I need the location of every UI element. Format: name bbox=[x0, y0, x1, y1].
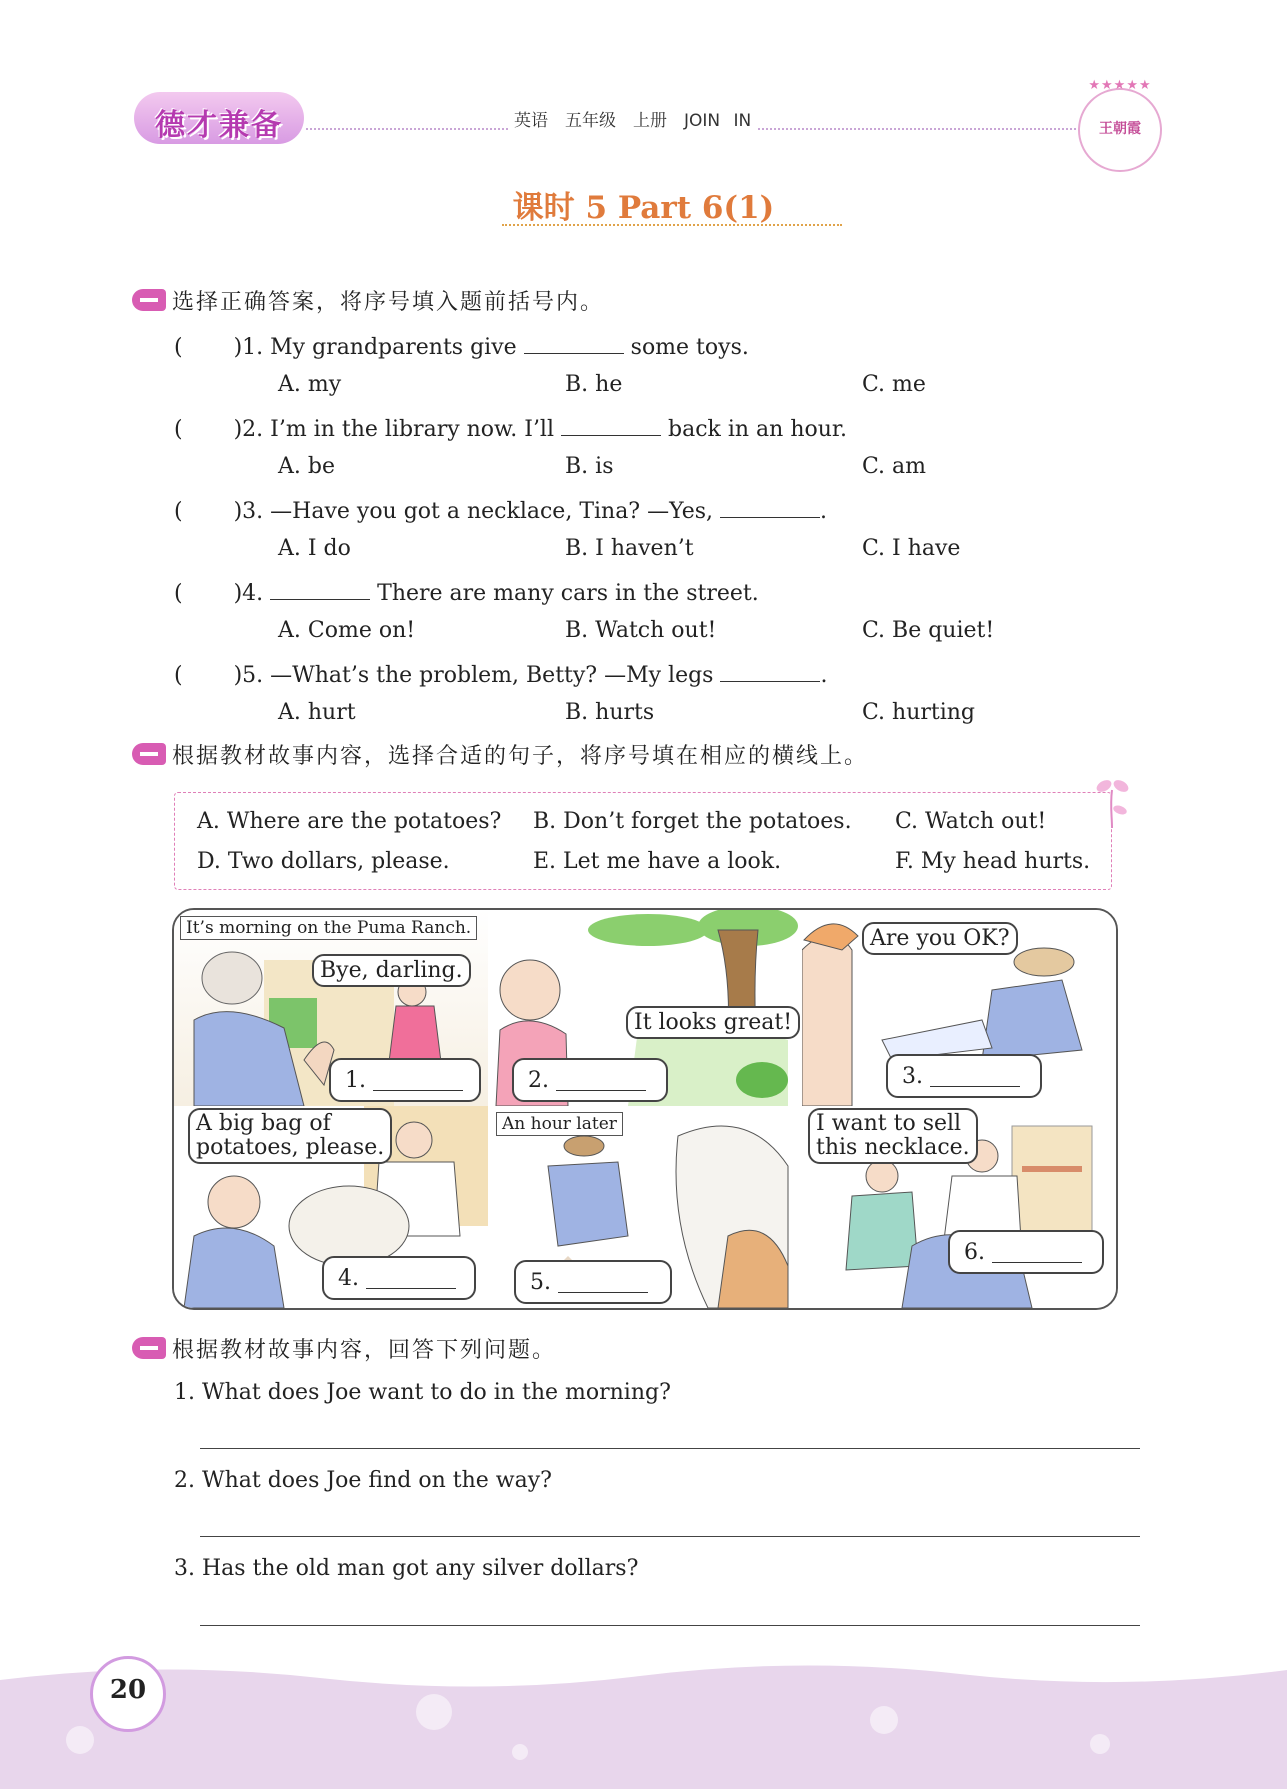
q1-option-c: C. me bbox=[862, 372, 926, 397]
comic-answer-2[interactable] bbox=[512, 1058, 668, 1102]
question-5-stem: ( )5. —What’s the problem, Betty? —My legs bbox=[174, 663, 721, 688]
q2-option-c: C. am bbox=[862, 454, 927, 479]
q1-option-a: A. my bbox=[278, 372, 342, 397]
question-4-stem-end: There are many cars in the street. bbox=[370, 581, 759, 606]
badge-text: 王朝霞 bbox=[1099, 121, 1141, 137]
section-2-icon bbox=[132, 743, 166, 765]
question-5 bbox=[174, 658, 827, 689]
leaf-icon bbox=[1094, 776, 1130, 830]
comic-panel-4 bbox=[174, 1106, 490, 1308]
q4-option-a: A. Come on! bbox=[278, 618, 416, 643]
section-1-title: 选择正确答案，将序号填入题前括号内。 bbox=[172, 290, 605, 315]
answer-blank[interactable] bbox=[270, 581, 370, 600]
footer-wave bbox=[0, 1660, 1287, 1789]
comic-answer-5[interactable] bbox=[514, 1260, 672, 1304]
q5-option-c: C. hurting bbox=[862, 700, 976, 725]
speech-bubble-2: It looks great! bbox=[626, 1006, 800, 1039]
stars-icon: ★★★★★ bbox=[1088, 78, 1152, 93]
story-comic bbox=[172, 908, 1118, 1310]
sentence-option-d: D. Two dollars, please. bbox=[197, 849, 450, 874]
answer-line-1[interactable] bbox=[200, 1448, 1140, 1449]
section-3-title: 根据教材故事内容，回答下列问题。 bbox=[172, 1338, 557, 1363]
sentence-option-b: B. Don’t forget the potatoes. bbox=[533, 809, 852, 834]
answer-number: 4. bbox=[338, 1266, 359, 1291]
comic-panel-5 bbox=[488, 1106, 804, 1308]
question-4-stem: ( )4. bbox=[174, 581, 271, 606]
section-2-title: 根据教材故事内容，选择合适的句子，将序号填在相应的横线上。 bbox=[172, 744, 869, 769]
brand-text: 德才兼备 bbox=[155, 108, 283, 143]
answer-number: 3. bbox=[902, 1064, 923, 1089]
comic-panel-2 bbox=[488, 910, 804, 1108]
question-3 bbox=[174, 494, 827, 525]
answer-blank[interactable] bbox=[720, 499, 820, 518]
question-1 bbox=[174, 330, 749, 361]
q2-option-b: B. is bbox=[565, 454, 614, 479]
answer-line-2[interactable] bbox=[200, 1536, 1140, 1537]
question-1-stem-end: some toys. bbox=[623, 335, 749, 360]
answer-number: 1. bbox=[345, 1068, 366, 1093]
answer-number: 5. bbox=[530, 1270, 551, 1295]
question-1-stem: ( )1. My grandparents give bbox=[174, 335, 524, 360]
comic-panel-1 bbox=[174, 910, 490, 1108]
question-2-stem-end: back in an hour. bbox=[661, 417, 847, 442]
q4-option-c: C. Be quiet! bbox=[862, 618, 995, 643]
answer-question-1: 1. What does Joe want to do in the morning? bbox=[174, 1380, 671, 1405]
answer-question-3: 3. Has the old man got any silver dollars? bbox=[174, 1556, 639, 1581]
publisher-badge bbox=[1078, 78, 1162, 172]
question-3-stem-end: . bbox=[820, 499, 828, 524]
speech-bubble-4 bbox=[188, 1108, 392, 1164]
sentence-option-c: C. Watch out! bbox=[895, 809, 1047, 834]
comic-answer-1[interactable] bbox=[329, 1058, 481, 1102]
lesson-title: 课时 5 Part 6(1) bbox=[512, 190, 775, 226]
speech-bubble-3: Are you OK? bbox=[862, 922, 1018, 955]
bubble-4-line-1: A big bag of bbox=[196, 1111, 331, 1136]
bubble-6-line-1: I want to sell bbox=[816, 1111, 962, 1136]
comic-panel-3 bbox=[802, 910, 1116, 1108]
subject-line: 英语 五年级 上册 JOIN IN bbox=[508, 106, 757, 131]
q3-option-b: B. I haven’t bbox=[565, 536, 694, 561]
answer-question-2: 2. What does Joe find on the way? bbox=[174, 1468, 552, 1493]
speech-bubble-6 bbox=[808, 1108, 978, 1164]
q4-option-b: B. Watch out! bbox=[565, 618, 717, 643]
sentence-option-e: E. Let me have a look. bbox=[533, 849, 782, 874]
comic-answer-3[interactable] bbox=[886, 1054, 1042, 1098]
answer-blank[interactable] bbox=[524, 335, 624, 354]
section-1-icon bbox=[132, 289, 166, 311]
caption-hour-later: An hour later bbox=[496, 1112, 623, 1136]
sentence-option-a: A. Where are the potatoes? bbox=[197, 809, 502, 834]
comic-panel-6 bbox=[802, 1106, 1116, 1308]
comic-answer-4[interactable] bbox=[322, 1256, 476, 1300]
q3-option-a: A. I do bbox=[278, 536, 351, 561]
question-2 bbox=[174, 412, 847, 443]
answer-number: 2. bbox=[528, 1068, 549, 1093]
bubble-6-line-2: this necklace. bbox=[816, 1135, 970, 1160]
question-2-stem: ( )2. I’m in the library now. I’ll bbox=[174, 417, 561, 442]
answer-blank[interactable] bbox=[561, 417, 661, 436]
title-underline bbox=[502, 224, 842, 226]
comic-answer-6[interactable] bbox=[948, 1230, 1104, 1274]
q2-option-a: A. be bbox=[278, 454, 335, 479]
answer-blank[interactable] bbox=[720, 663, 820, 682]
bubble-4-line-2: potatoes, please. bbox=[196, 1135, 385, 1160]
question-5-stem-end: . bbox=[820, 663, 828, 688]
sentence-options-box bbox=[174, 792, 1112, 890]
q5-option-a: A. hurt bbox=[278, 700, 356, 725]
q3-option-c: C. I have bbox=[862, 536, 961, 561]
speech-bubble-1: Bye, darling. bbox=[312, 954, 471, 987]
page-number: 20 bbox=[109, 1675, 147, 1705]
q1-option-b: B. he bbox=[565, 372, 623, 397]
q5-option-b: B. hurts bbox=[565, 700, 655, 725]
answer-number: 6. bbox=[964, 1240, 985, 1265]
question-4 bbox=[174, 576, 759, 607]
question-3-stem: ( )3. —Have you got a necklace, Tina? —Yes, bbox=[174, 499, 721, 524]
brand-logo bbox=[134, 92, 304, 144]
answer-line-3[interactable] bbox=[200, 1625, 1140, 1626]
sentence-option-f: F. My head hurts. bbox=[895, 849, 1091, 874]
section-3-icon bbox=[132, 1337, 166, 1359]
caption-puma-ranch: It’s morning on the Puma Ranch. bbox=[180, 916, 477, 940]
